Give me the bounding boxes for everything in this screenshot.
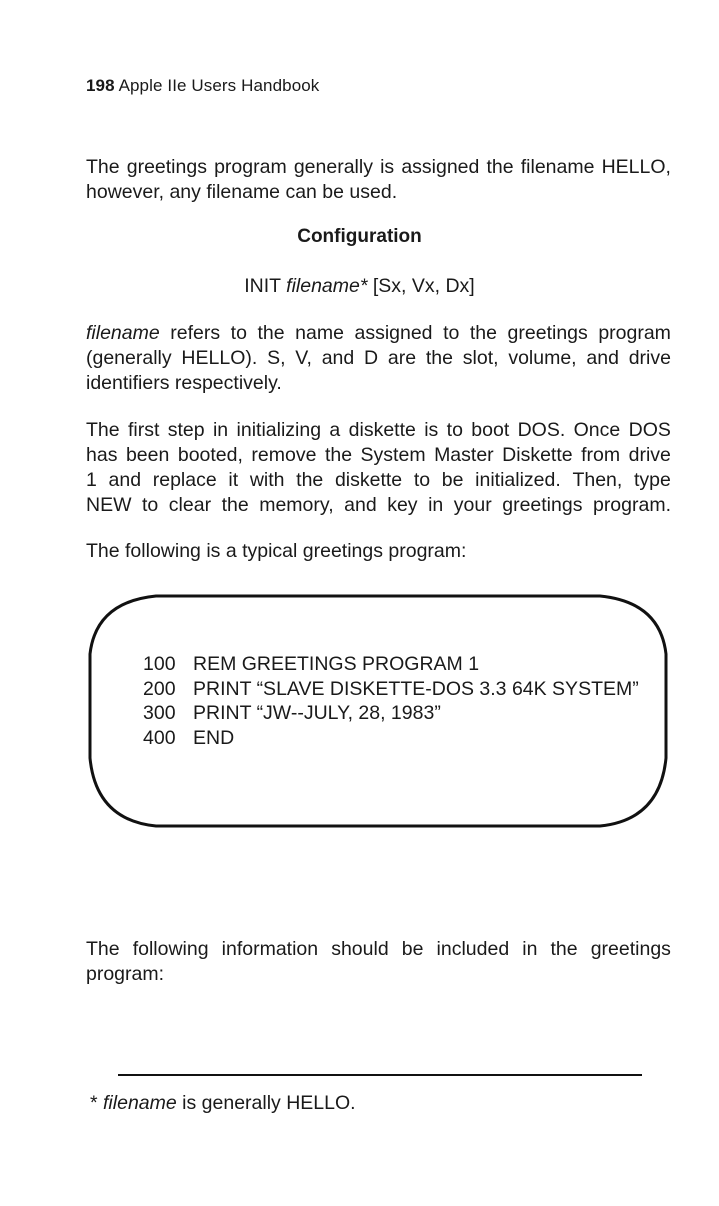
command-syntax <box>0 275 719 298</box>
word: should <box>331 938 389 960</box>
word: drive <box>628 444 671 466</box>
line-code: REM GREETINGS PROGRAM 1 <box>193 653 480 675</box>
book-title: Apple IIe Users Handbook <box>118 76 320 95</box>
word: following <box>132 938 209 960</box>
word: slot, <box>462 347 499 369</box>
syntax-argument: filename* <box>286 275 368 297</box>
example-intro-paragraph <box>86 539 671 564</box>
word: S, <box>267 347 286 369</box>
line-number: 200 <box>143 677 176 700</box>
word: greetings <box>507 322 588 344</box>
word: to <box>413 469 431 491</box>
word: memory, <box>259 494 334 516</box>
word: (generally <box>86 347 172 369</box>
word: initializing <box>236 419 322 441</box>
word: in <box>428 494 444 516</box>
para2-line-4 <box>86 493 671 518</box>
word: assigned <box>354 322 433 344</box>
word: the <box>550 938 578 960</box>
word: first <box>127 419 160 441</box>
line-number: 100 <box>143 653 176 675</box>
word: DOS. <box>517 419 566 441</box>
word: and <box>108 469 142 491</box>
word: 1 <box>86 469 97 491</box>
word: the <box>296 469 324 491</box>
filename-paragraph <box>86 321 671 396</box>
word: and <box>344 494 377 516</box>
intro-paragraph <box>86 155 671 205</box>
word: System <box>360 444 426 466</box>
word: the <box>486 156 514 178</box>
intro-line-2: however, any filename can be used. <box>86 181 398 203</box>
program-line <box>143 677 639 702</box>
line-code: END <box>193 726 235 749</box>
para2-line-2 <box>86 443 671 468</box>
word: the <box>221 494 249 516</box>
running-header <box>86 76 319 96</box>
word: Once <box>573 419 621 441</box>
word: and <box>586 347 619 369</box>
footnote-divider <box>118 1074 642 1076</box>
word: included <box>436 938 510 960</box>
para4-line-2: program: <box>86 963 165 985</box>
word: it <box>228 469 239 491</box>
word: diskette <box>334 469 403 491</box>
para3-line: The following is a typical greetings program: <box>86 540 467 562</box>
line-code: PRINT “SLAVE DISKETTE-DOS 3.3 64K SYSTEM” <box>193 677 639 700</box>
word: and <box>321 347 355 369</box>
word: in <box>212 419 229 441</box>
word: to <box>142 494 159 516</box>
line-number: 400 <box>143 726 176 749</box>
line-number: 300 <box>143 702 176 724</box>
word: to <box>446 419 463 441</box>
para2-line-1 <box>86 418 671 443</box>
word: boot <box>471 419 510 441</box>
word: be <box>441 469 464 491</box>
word: Master <box>434 444 494 466</box>
syntax-options: [Sx, Vx, Dx] <box>372 275 475 297</box>
word: are <box>387 347 417 369</box>
word: name <box>295 322 344 344</box>
word: generally <box>293 156 373 178</box>
word: clear <box>168 494 212 516</box>
word: volume, <box>508 347 577 369</box>
word: information <box>221 938 319 960</box>
program-line <box>143 701 639 726</box>
info-paragraph <box>86 937 671 987</box>
page-number: 198 <box>86 76 115 95</box>
boot-paragraph <box>86 418 671 518</box>
para2-line-3 <box>86 468 671 493</box>
syntax-command: INIT <box>244 275 281 297</box>
word: diskette <box>348 419 416 441</box>
word: your <box>453 494 492 516</box>
word: drive <box>628 347 671 369</box>
word: greetings <box>590 938 671 960</box>
para1-line-3: identifiers respectively. <box>86 372 282 394</box>
program-listing <box>143 652 639 750</box>
word: Diskette <box>502 444 573 466</box>
word: from <box>581 444 621 466</box>
word: initialized. <box>475 469 561 491</box>
word: to <box>443 322 460 344</box>
word: type <box>634 469 671 491</box>
word: DOS <box>628 419 671 441</box>
word: D <box>364 347 379 369</box>
word: greetings <box>126 156 207 178</box>
word: assigned <box>401 156 480 178</box>
word: HELLO, <box>601 156 671 178</box>
word: with <box>249 469 285 491</box>
para1-line-2 <box>86 346 671 371</box>
program-line <box>143 726 639 751</box>
word: The <box>86 419 120 441</box>
footnote <box>90 1092 356 1115</box>
word: been <box>125 444 170 466</box>
word: replace <box>152 469 217 491</box>
word: in <box>522 938 538 960</box>
program-line <box>143 652 639 677</box>
footnote-text: is generally HELLO. <box>182 1092 356 1114</box>
filename-term: filename <box>86 322 160 344</box>
word: to <box>230 322 247 344</box>
para1-line-1 <box>86 321 671 346</box>
para4-line-1 <box>86 937 671 962</box>
word: the <box>469 322 497 344</box>
word: filename <box>520 156 595 178</box>
word: the <box>257 322 285 344</box>
word: be <box>401 938 424 960</box>
footnote-marker: * <box>90 1092 98 1114</box>
footnote-term: filename <box>103 1092 177 1114</box>
word: the <box>324 444 353 466</box>
word: is <box>380 156 395 178</box>
word: Then, <box>572 469 623 491</box>
word: has <box>86 444 118 466</box>
word: refers <box>170 322 221 344</box>
word: The <box>86 156 120 178</box>
word: The <box>86 938 120 960</box>
word: V, <box>295 347 312 369</box>
line-code: PRINT “JW--JULY, 28, 1983” <box>193 702 441 724</box>
word: booted, <box>177 444 243 466</box>
word: is <box>424 419 439 441</box>
word: program. <box>592 494 671 516</box>
word: program <box>214 156 287 178</box>
section-heading: Configuration <box>297 226 422 247</box>
intro-line-1 <box>86 155 671 180</box>
word: greetings <box>502 494 583 516</box>
word: remove <box>251 444 317 466</box>
word: step <box>167 419 205 441</box>
word: key <box>387 494 418 516</box>
word: the <box>425 347 453 369</box>
word: HELLO). <box>181 347 258 369</box>
word: a <box>329 419 341 441</box>
word: NEW <box>86 494 132 516</box>
word: program <box>598 322 671 344</box>
